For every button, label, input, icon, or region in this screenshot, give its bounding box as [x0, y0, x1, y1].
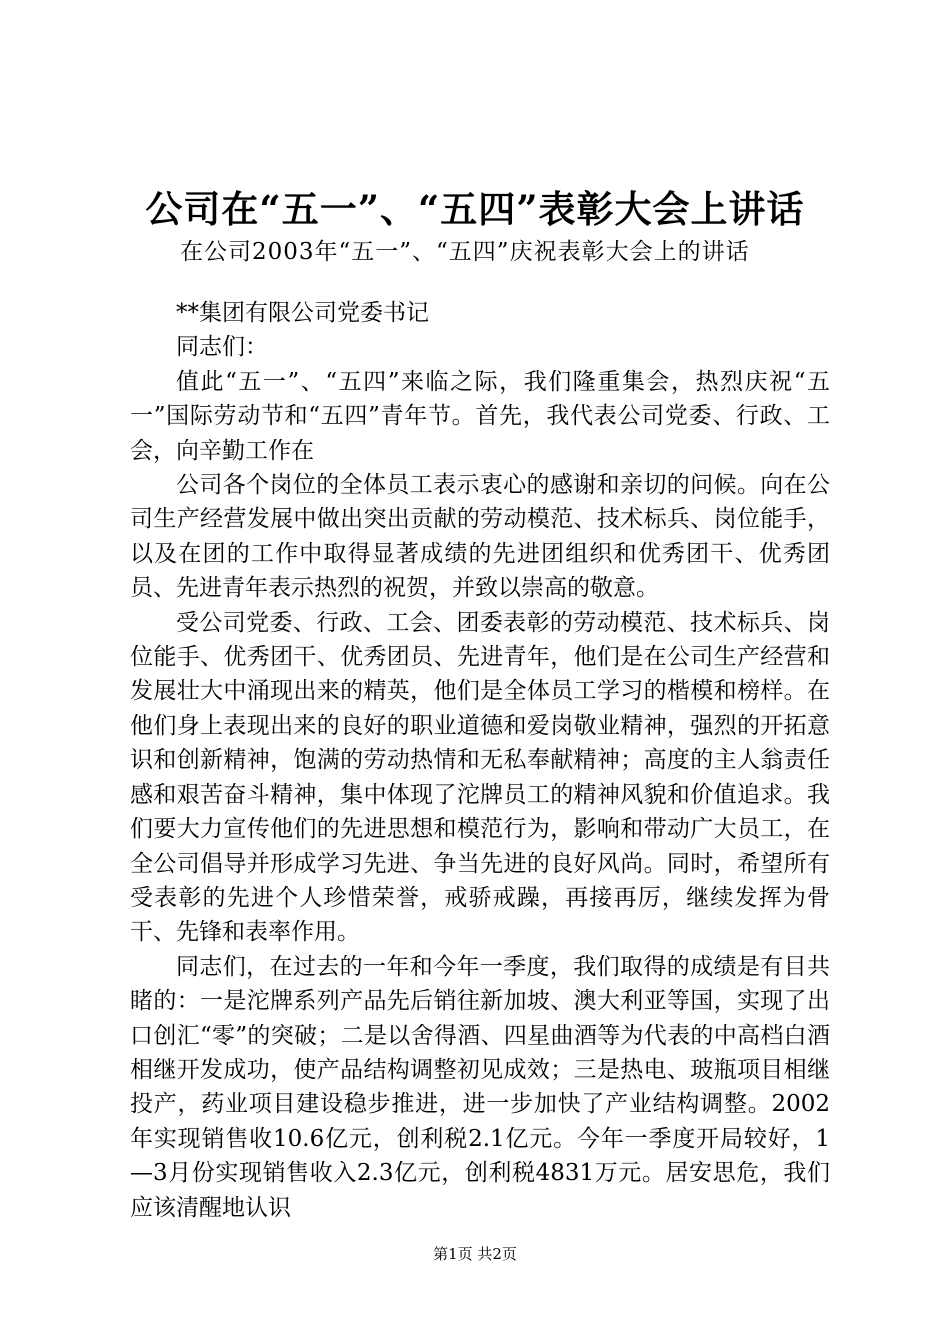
speaker-line: **集团有限公司党委书记	[176, 300, 429, 326]
paragraph: 公司各个岗位的全体员工表示衷心的感谢和亲切的问候。向在公司生产经营发展中做出突出贡献的劳动模范、技术标兵、岗位能手，以及在团的工作中取得显著成绩的先进团组织和优秀团干、优秀团员、先进青年表示热烈的祝贺，并致以崇高的敬意。	[130, 472, 830, 602]
salutation: 同志们：	[176, 334, 268, 361]
document-body	[130, 296, 830, 1225]
page-number: 第1页 共2页	[433, 1245, 517, 1263]
paragraph: 同志们，在过去的一年和今年一季度，我们取得的成绩是有目共睹的：一是沱牌系列产品先后销往新加坡、澳大利亚等国，实现了出口创汇“零”的突破；二是以舍得酒、四星曲酒等为代表的中高档白酒相继开发成功，使产品结构调整初见成效；三是热电、玻瓶项目相继投产，药业项目建设稳步推进，进一步加快了产业结构调整。2002年实现销售收10.6亿元，创利税2.1亿元。今年一季度开局较好，1—3月份实现销售收入2.3亿元，创利税4831万元。居安思危，我们应该清醒地认识	[130, 953, 830, 1221]
document-title: 公司在“五一”、“五四”表彰大会上讲话	[145, 187, 805, 231]
paragraph: 受公司党委、行政、工会、团委表彰的劳动模范、技术标兵、岗位能手、优秀团干、优秀团员、先进青年，他们是在公司生产经营和发展壮大中涌现出来的精英，他们是全体员工学习的楷模和榜样。在他们身上表现出来的良好的职业道德和爱岗敬业精神，强烈的开拓意识和创新精神，饱满的劳动热情和无私奉献精神；高度的主人翁责任感和艰苦奋斗精神，集中体现了沱牌员工的精神风貌和价值追求。我们要大力宣传他们的先进思想和模范行为，影响和带动广大员工，在全公司倡导并形成学习先进、争当先进的良好风尚。同时，希望所有受表彰的先进个人珍惜荣誉，戒骄戒躁，再接再厉，继续发挥为骨干、先锋和表率作用。	[130, 609, 830, 946]
paragraph: 值此“五一”、“五四”来临之际，我们隆重集会，热烈庆祝“五一”国际劳动节和“五四”青年节。首先，我代表公司党委、行政、工会，向辛勤工作在	[130, 368, 830, 464]
document-subtitle: 在公司2003年“五一”、“五四”庆祝表彰大会上的讲话	[180, 239, 750, 265]
